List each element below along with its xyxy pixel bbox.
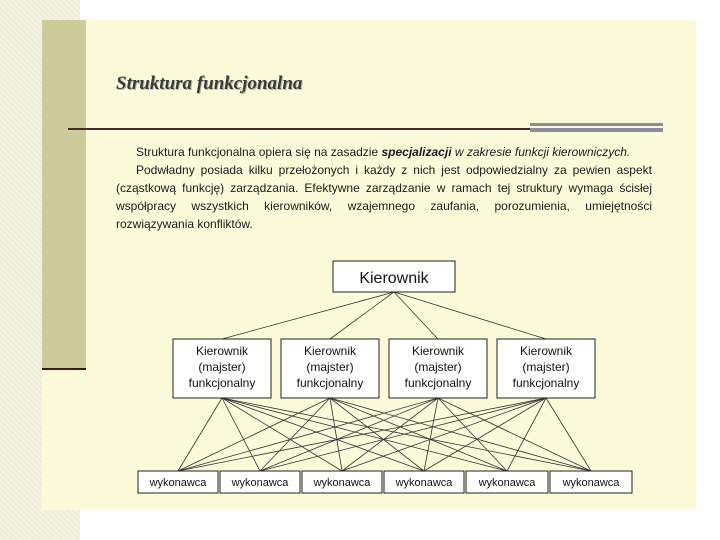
manager-box-2 — [281, 339, 379, 398]
manager-to-worker-connector — [424, 398, 438, 471]
worker-box — [466, 471, 548, 493]
manager-label-line: Kierownik — [411, 344, 465, 358]
worker-box — [384, 471, 464, 493]
manager-label-line: funkcjonalny — [512, 376, 580, 390]
manager-to-worker-connector — [330, 398, 342, 471]
paragraph-1: Struktura funkcjonalna opiera się na zasadzie specjalizacji w zakresie funkcji kierowniczych. — [136, 145, 631, 159]
manager-to-worker-connector — [260, 398, 330, 471]
manager-label-line: funkcjonalny — [188, 376, 256, 390]
manager-to-worker-connector — [222, 398, 591, 471]
top-to-manager-connector — [222, 292, 394, 339]
worker-label: wykonawca — [231, 477, 289, 489]
manager-label-line: (majster) — [306, 360, 354, 374]
manager-box-3 — [389, 339, 487, 398]
worker-label: wykonawca — [149, 477, 207, 489]
worker-box — [550, 471, 632, 493]
manager-box-4 — [497, 339, 595, 398]
manager-to-worker-connector — [260, 398, 546, 471]
worker-label: wykonawca — [313, 477, 371, 489]
top-to-manager-connector — [330, 292, 394, 339]
paragraph-2: Podwładny posiada kilku przełożonych i każdy z nich jest odpowiedzialny za pewien aspekt (cząstkową funkcję) zarządzania. Efektywne zarządzanie w ramach tej struktury wymaga ścisłej współpracy wszystkich kierowników, wzajemnego zaufania, porozumienia, umiejętności rozwiązywania konfliktów. — [116, 163, 652, 231]
top-manager-label: Kierownik — [359, 270, 429, 287]
manager-label-line: funkcjonalny — [404, 376, 472, 390]
worker-label: wykonawca — [395, 477, 453, 489]
slide-title: Struktura funkcjonalna — [116, 73, 303, 94]
emphasis-specjalizacji: specjalizacji — [381, 145, 452, 159]
manager-label-line: funkcjonalny — [296, 376, 364, 390]
manager-label-line: Kierownik — [519, 344, 573, 358]
worker-box — [302, 471, 382, 493]
worker-label: wykonawca — [562, 477, 620, 489]
worker-row — [138, 471, 632, 493]
manager-label-line: (majster) — [198, 360, 246, 374]
worker-box — [138, 471, 218, 493]
manager-box-1 — [173, 339, 271, 398]
manager-to-worker-connector — [424, 398, 546, 471]
manager-to-worker-connector — [222, 398, 507, 471]
manager-to-worker-connector — [222, 398, 424, 471]
top-to-manager-connector — [394, 292, 546, 339]
manager-to-worker-connector — [178, 398, 546, 471]
worker-box — [220, 471, 300, 493]
manager-label-line: Kierownik — [195, 344, 249, 358]
manager-label-line: (majster) — [522, 360, 570, 374]
worker-label: wykonawca — [478, 477, 536, 489]
manager-to-worker-connector — [507, 398, 546, 471]
manager-to-worker-connector — [330, 398, 424, 471]
manager-to-worker-connector — [438, 398, 507, 471]
manager-label-line: (majster) — [414, 360, 462, 374]
manager-to-worker-connector — [260, 398, 438, 471]
manager-label-line: Kierownik — [303, 344, 357, 358]
